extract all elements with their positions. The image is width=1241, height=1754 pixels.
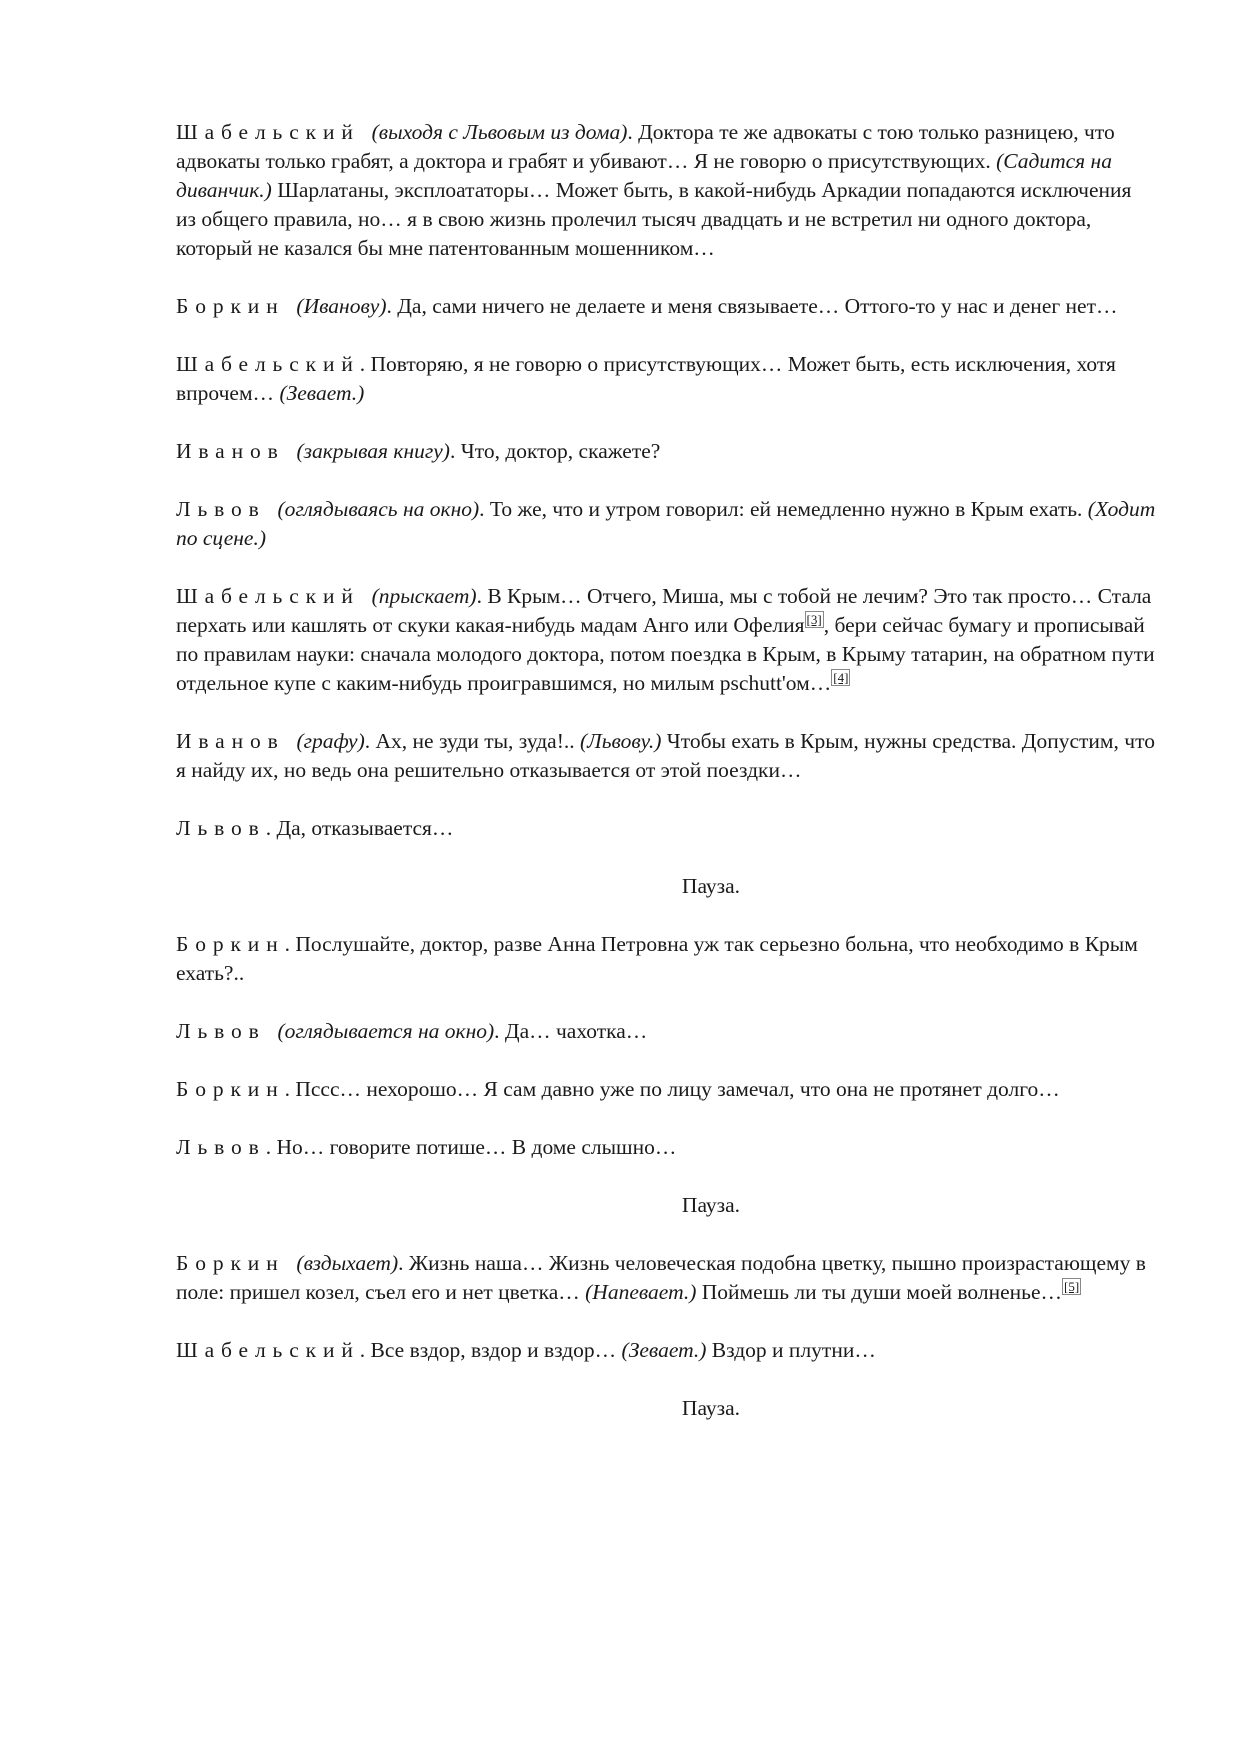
speaker-name: Львов (176, 1135, 266, 1159)
pause-direction: Пауза. (681, 1396, 741, 1420)
speaker-name: Боркин (176, 1251, 285, 1275)
dialogue-text: . Да, сами ничего не делаете и меня связываете… Оттого-то у нас и денег нет… (386, 294, 1118, 318)
stage-direction: (прыскает) (371, 584, 477, 608)
speaker-name: Шабельский (176, 1338, 360, 1362)
stage-direction: (Ходит по сцене.) (176, 497, 1156, 550)
dialogue-text: . Послушайте, доктор, разве Анна Петровна уж так серьезно больна, что необходимо в Крым ехать?.. (176, 932, 1138, 985)
stage-direction: (Зевает.) (279, 381, 365, 405)
speaker-name: Львов (176, 816, 266, 840)
dialogue-paragraph (176, 1336, 1156, 1365)
dialogue-paragraph (176, 1249, 1156, 1307)
dialogue-text: Чтобы ехать в Крым, нужны средства. Допустим, что я найду их, но ведь она решительно отказывается от этой поездки… (176, 729, 1155, 782)
speaker-name: Боркин (176, 294, 285, 318)
dialogue-text: . Жизнь наша… Жизнь человеческая подобна цветку, пышно произрастающему в поле: пришел козел, съел его и нет цветка… (176, 1251, 1146, 1304)
stage-direction: (графу) (296, 729, 365, 753)
stage-direction: (Напевает.) (585, 1280, 697, 1304)
dialogue-text: . Все вздор, вздор и вздор… (359, 1338, 622, 1362)
stage-direction: (выходя с Львовым из дома) (371, 120, 628, 144)
dialogue-paragraph (176, 1075, 1156, 1104)
pause-direction: Пауза. (681, 1193, 741, 1217)
dialogue-text: . Пссс… нехорошо… Я сам давно уже по лицу замечал, что она не протянет долго… (284, 1077, 1060, 1101)
speaker-name: Шабельский (176, 120, 360, 144)
dialogue-paragraph (176, 582, 1156, 698)
stage-direction: (закрывая книгу) (296, 439, 450, 463)
dialogue-text: . Да, отказывается… (265, 816, 454, 840)
dialogue-text: . Да… чахотка… (494, 1019, 648, 1043)
dialogue-text: . То же, что и утром говорил: ей немедленно нужно в Крым ехать. (479, 497, 1088, 521)
dialogue-paragraph (176, 437, 1156, 466)
dialogue-paragraph (176, 814, 1156, 843)
play-text (176, 118, 1156, 1452)
speaker-name: Иванов (176, 729, 285, 753)
speaker-name: Львов (176, 1019, 266, 1043)
dialogue-paragraph (176, 292, 1156, 321)
dialogue-text: . Что, доктор, скажете? (449, 439, 661, 463)
speaker-name: Иванов (176, 439, 285, 463)
speaker-name: Шабельский (176, 584, 360, 608)
dialogue-text: . В Крым… Отчего, Миша, мы с тобой не лечим? Это так просто… Стала перхать или кашлять от скуки какая-нибудь мадам Анго или Офелия (176, 584, 1152, 637)
dialogue-text: . Но… говорите потише… В доме слышно… (265, 1135, 677, 1159)
stage-direction: (Садится на диванчик.) (176, 149, 1112, 202)
dialogue-text: Вздор и плутни… (706, 1338, 876, 1362)
dialogue-paragraph (176, 1133, 1156, 1162)
footnote-link[interactable]: [5] (1064, 1278, 1080, 1294)
speaker-name: Львов (176, 497, 266, 521)
dialogue-text: Шарлатаны, эксплоататоры… Может быть, в какой-нибудь Аркадии попадаются исключения из общего правила, но… я в свою жизнь пролечил тысяч двадцать и не встретил ни одного доктора, который не казался бы мне патентованным мошенником… (176, 178, 1132, 260)
stage-direction: (Иванову) (296, 294, 387, 318)
footnote-link[interactable]: [4] (833, 669, 849, 685)
speaker-name: Боркин (176, 932, 285, 956)
dialogue-text: . Доктора те же адвокаты с тою только разницею, что адвокаты только грабят, а доктора и грабят и убивают… Я не говорю о присутствующих. (176, 120, 1115, 173)
stage-direction: (вздыхает) (296, 1251, 399, 1275)
pause-direction: Пауза. (681, 874, 741, 898)
dialogue-paragraph (176, 930, 1156, 988)
dialogue-paragraph (176, 1017, 1156, 1046)
speaker-name: Боркин (176, 1077, 285, 1101)
stage-direction: (Львову.) (580, 729, 662, 753)
speaker-name: Шабельский (176, 352, 360, 376)
dialogue-paragraph (176, 727, 1156, 785)
dialogue-text: , бери сейчас бумагу и прописывай по правилам науки: сначала молодого доктора, потом поездка в Крым, в Крыму татарин, на обратном пути отдельное купе с каким-нибудь проигравшимся, но милым pschutt'ом… (176, 613, 1155, 695)
dialogue-text: . Ах, не зуди ты, зуда!.. (364, 729, 581, 753)
stage-direction: (оглядываясь на окно) (277, 497, 480, 521)
dialogue-paragraph (176, 495, 1156, 553)
dialogue-text: Поймешь ли ты души моей волненье… (696, 1280, 1063, 1304)
dialogue-paragraph (176, 118, 1156, 263)
dialogue-paragraph (176, 350, 1156, 408)
footnote-link[interactable]: [3] (806, 611, 822, 627)
stage-direction: (Зевает.) (621, 1338, 707, 1362)
stage-direction: (оглядывается на окно) (277, 1019, 495, 1043)
dialogue-text: . Повторяю, я не говорю о присутствующих… Может быть, есть исключения, хотя впрочем… (176, 352, 1116, 405)
